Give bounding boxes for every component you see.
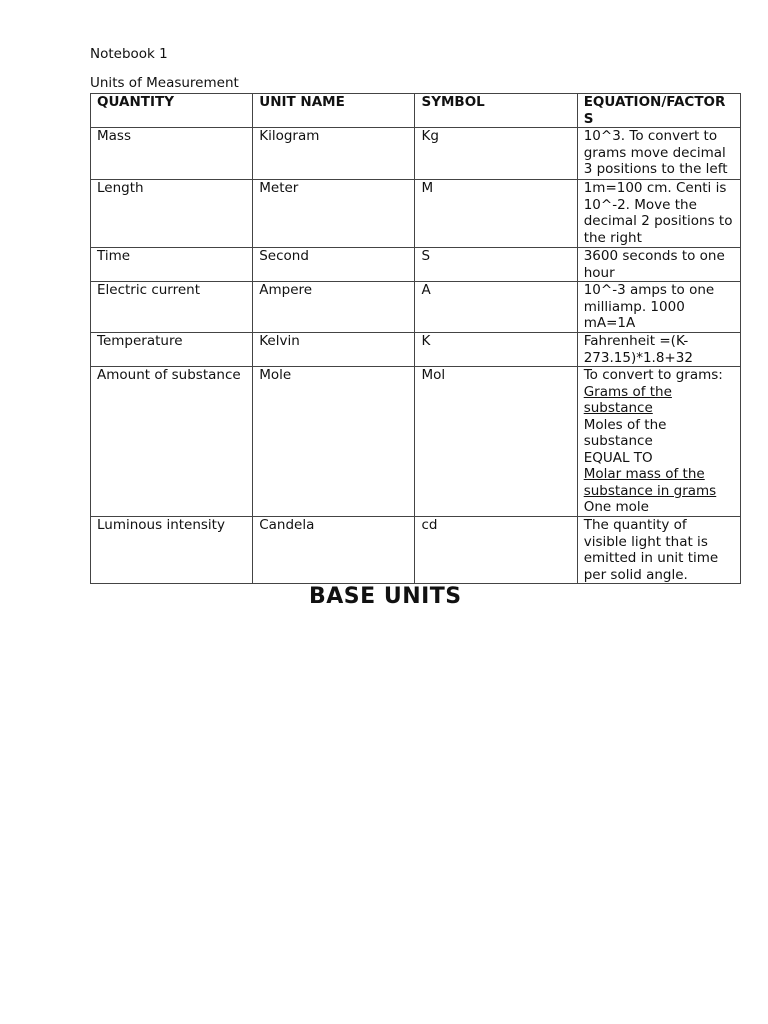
mole-denominator-line: Moles of the substance — [583, 416, 667, 449]
cell-equation: Fahrenheit =(K-273.15)*1.8+32 — [577, 333, 740, 367]
table-row — [91, 367, 741, 517]
notebook-title: Notebook 1 — [90, 46, 168, 62]
cell-unit: Kilogram — [253, 128, 415, 180]
cell-symbol: S — [415, 248, 577, 282]
table-row — [91, 282, 741, 333]
mole-numerator-line: Grams of the substance — [583, 383, 672, 416]
cell-unit: Candela — [253, 517, 415, 584]
cell-unit: Second — [253, 248, 415, 282]
units-table — [90, 93, 741, 584]
table-header-row — [91, 94, 741, 128]
mole-one-mole-line: One mole — [583, 499, 649, 515]
cell-quantity: Length — [91, 180, 253, 248]
mole-molar-mass-line: Molar mass of the substance in grams — [583, 466, 717, 499]
cell-symbol: cd — [415, 517, 577, 584]
table-row — [91, 333, 741, 367]
table-row — [91, 517, 741, 584]
mole-equal-to-line: EQUAL TO — [583, 449, 653, 466]
cell-symbol: Mol — [415, 367, 577, 517]
cell-symbol: K — [415, 333, 577, 367]
cell-equation: 3600 seconds to one hour — [577, 248, 740, 282]
mole-intro-line: To convert to grams: — [583, 367, 723, 383]
cell-quantity: Mass — [91, 128, 253, 180]
base-units-heading: BASE UNITS — [309, 584, 462, 609]
cell-equation — [577, 367, 740, 517]
header-unit-name: UNIT NAME — [253, 94, 415, 128]
cell-quantity: Temperature — [91, 333, 253, 367]
cell-symbol: A — [415, 282, 577, 333]
table-row — [91, 180, 741, 248]
cell-symbol: M — [415, 180, 577, 248]
cell-equation: 10^3. To convert to grams move decimal 3 positions to the left — [577, 128, 740, 180]
cell-unit: Kelvin — [253, 333, 415, 367]
cell-symbol: Kg — [415, 128, 577, 180]
cell-equation: 1m=100 cm. Centi is 10^-2. Move the decimal 2 positions to the right — [577, 180, 740, 248]
cell-unit: Meter — [253, 180, 415, 248]
cell-equation: 10^-3 amps to one milliamp. 1000 mA=1A — [577, 282, 740, 333]
table-row — [91, 128, 741, 180]
header-equation: EQUATION/FACTORS — [577, 94, 740, 128]
table-row — [91, 248, 741, 282]
cell-quantity: Luminous intensity — [91, 517, 253, 584]
cell-quantity: Time — [91, 248, 253, 282]
header-quantity: QUANTITY — [91, 94, 253, 128]
table-caption: Units of Measurement — [90, 75, 239, 91]
cell-equation: The quantity of visible light that is emitted in unit time per solid angle. — [577, 517, 740, 584]
cell-unit: Mole — [253, 367, 415, 517]
cell-quantity: Electric current — [91, 282, 253, 333]
cell-quantity: Amount of substance — [91, 367, 253, 517]
cell-unit: Ampere — [253, 282, 415, 333]
header-symbol: SYMBOL — [415, 94, 577, 128]
